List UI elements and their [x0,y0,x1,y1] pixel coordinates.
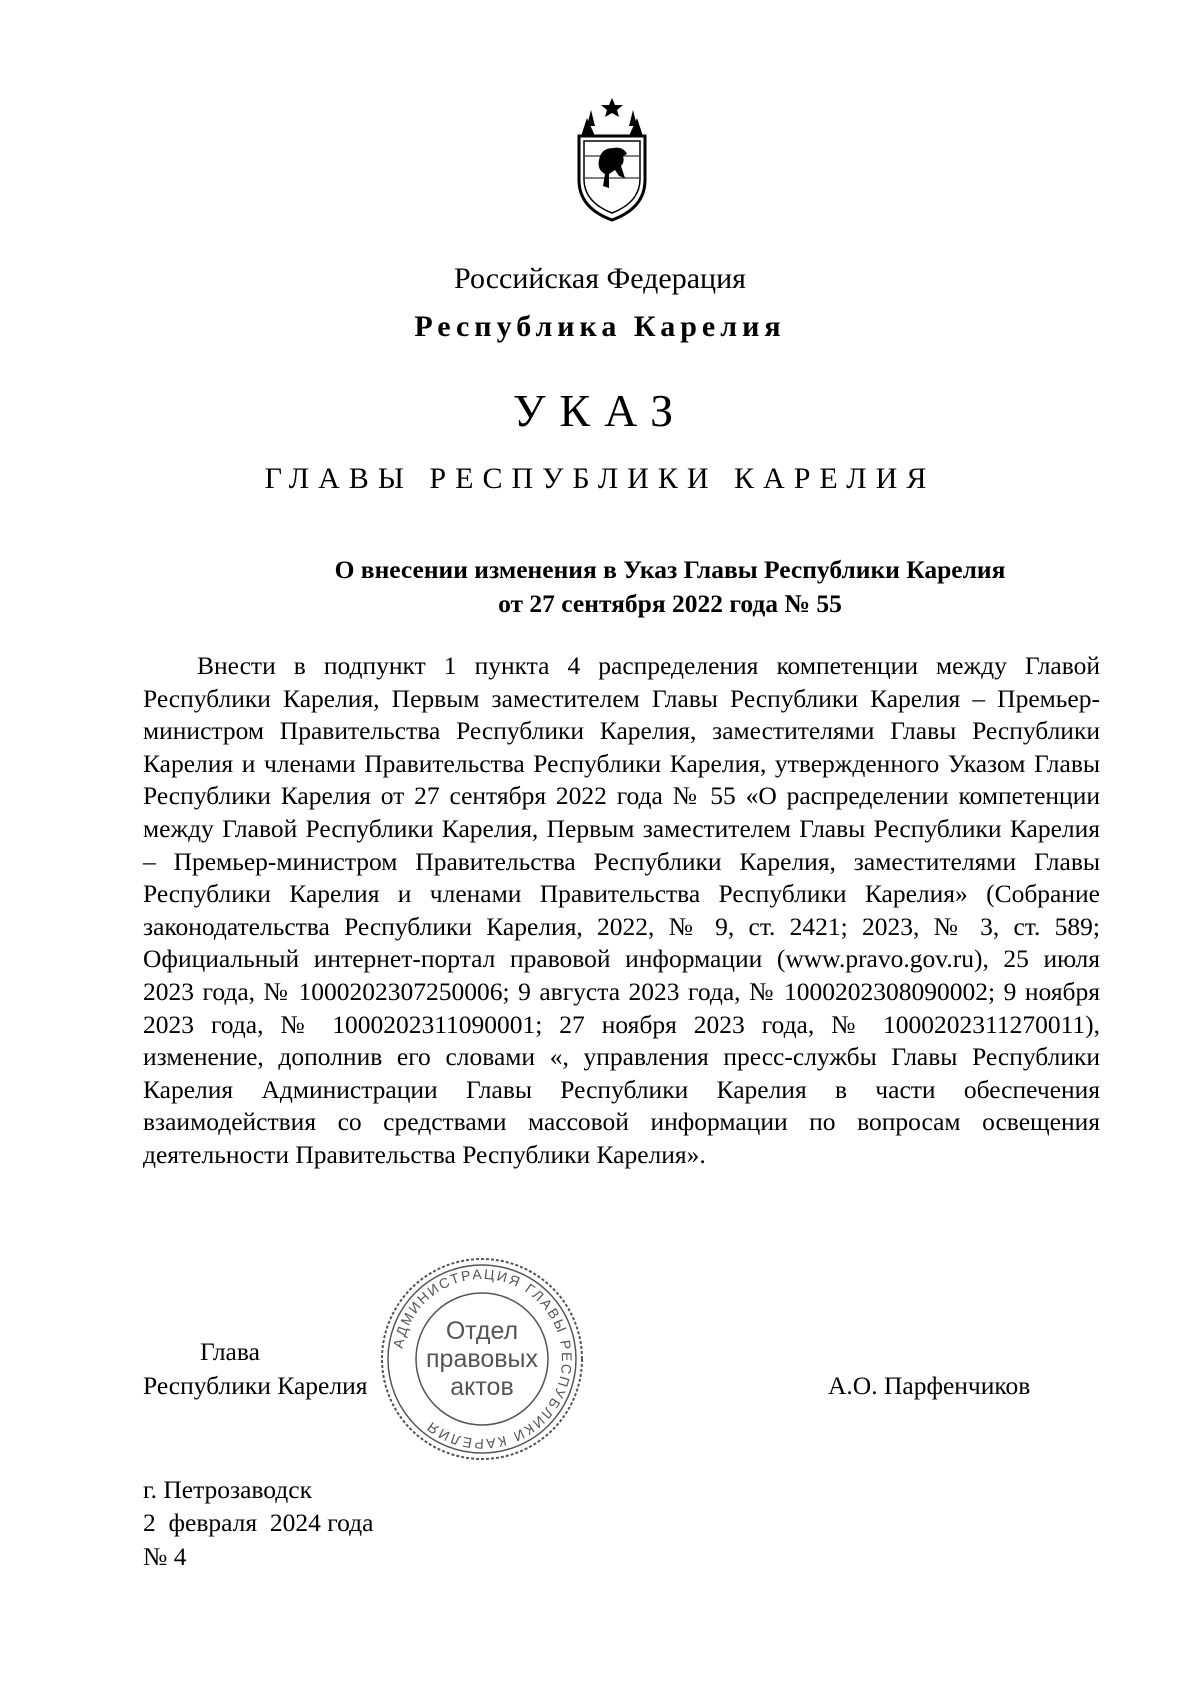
signatory-title-line-1: Глава [200,1337,260,1366]
legal-department-stamp [378,1255,586,1463]
decree-body-paragraph: Внести в подпункт 1 пункта 4 распределения компетенции между Главой Республики Карелия, Первым заместителем Главы Республики Карелия – Премьер-министром Правительства Республики Карелия, заместителями Главы Республики Карелия и членами Правительства Республики Карелия, утвержденного Указом Главы Республики Карелия от 27 сентября 2022 года № 55 «О распределении компетенции между Главой Республики Карелия, Первым заместителем Главы Республики Карелия – Премьер-министром Правительства Республики Карелия, заместителями Главы Республики Карелия и членами Правительства Республики Карелия» (Собрание законодательства Республики Карелия, 2022, № 9, ст. 2421; 2023, № 3, ст. 589; Официальный интернет-портал правовой информации (www.pravo.gov.ru), 25 июля 2023 года, № 1000202307250006; 9 августа 2023 года, № 1000202308090002; 9 ноября 2023 года, № 1000202311090001; 27 ноября 2023 года, № 1000202311270011), изменение, дополнив его словами «, управления пресс-службы Главы Республики Карелия Администрации Главы Республики Карелия в части обеспечения взаимодействия со средствами массовой информации по вопросам освещения деятельности Правительства Республики Карелия». [143,651,1100,1169]
decree-subject [200,553,1140,621]
subject-line-2: от 27 сентября 2022 года № 55 [498,589,842,618]
signing-place: г. Петрозаводск [143,1475,312,1504]
document-type: УКАЗ [512,385,688,436]
signatory-title-line-2: Республики Карелия [143,1371,368,1400]
subject-line-1: О внесении изменения в Указ Главы Республики Карелия [334,555,1006,584]
karelia-coat-of-arms-icon [573,96,651,222]
stamp-line-3: актов [450,1373,514,1401]
country-name: Российская Федерация [454,262,746,295]
stamp-line-2: правовых [426,1345,538,1373]
issuer-title: ГЛАВЫ РЕСПУБЛИКИ КАРЕЛИЯ [264,462,936,495]
signatory-name: А.О. Парфенчиков [828,1371,1031,1400]
republic-name: Республика Карелия [414,310,786,343]
stamp-ring-text: АДМИНИСТРАЦИЯ ГЛАВЫ РЕСПУБЛИКИ КАРЕЛИЯ [389,1265,576,1453]
stamp-line-1: Отдел [445,1317,519,1345]
decree-number: № 4 [143,1542,187,1571]
signing-date: 2 февраля 2024 года [143,1508,374,1537]
